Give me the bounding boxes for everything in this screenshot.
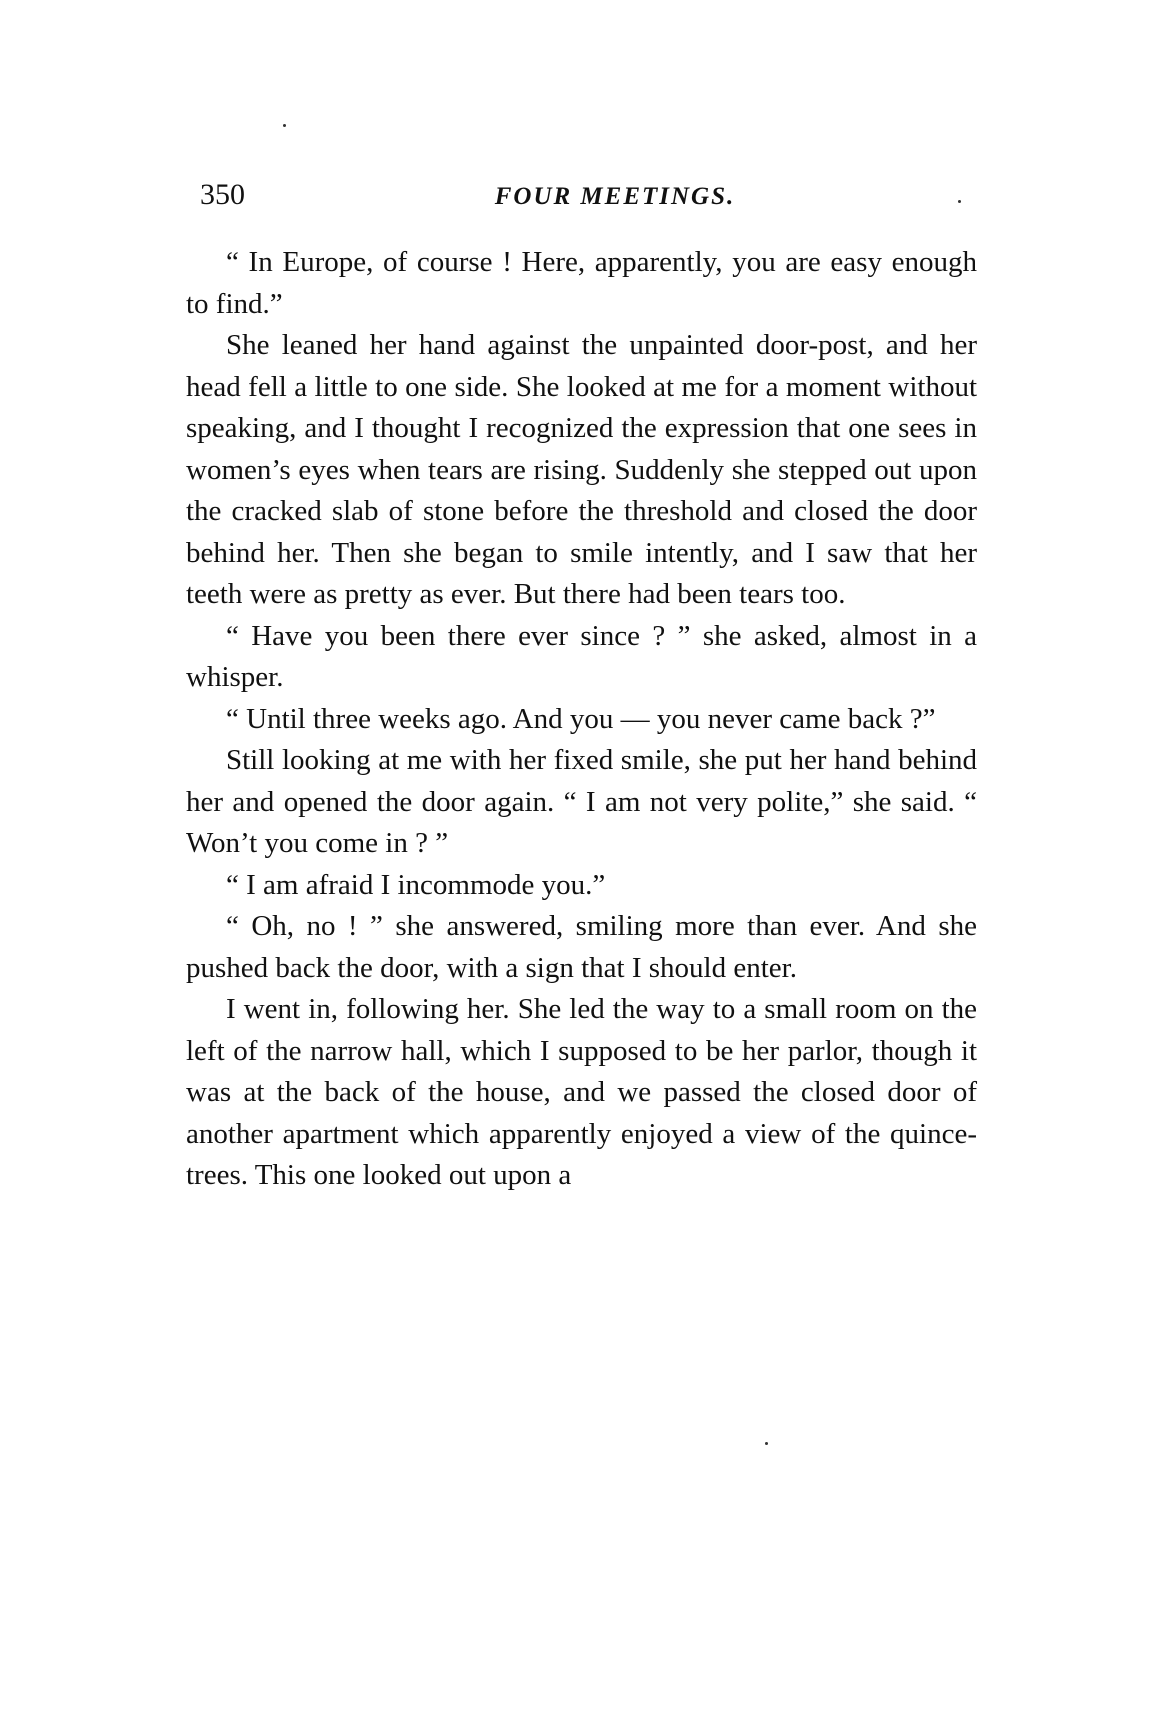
paragraph: “ Have you been there ever since ? ” she asked, almost in a whisper. [186,619,977,693]
paragraph: “ I am afraid I incommode you.” [226,868,606,901]
print-speck-top [283,124,286,127]
paragraph: “ In Europe, of course ! Here, apparently, you are easy enough to find.” [186,246,977,320]
paragraph: I went in, following her. She led the way to a small room on the left of the narrow hall, which I supposed to be her parlor, though it was at the back of the house, and we passed the closed door of another apartment which apparently enjoyed a view of the quince-trees. This one looked out upon a [186,993,977,1191]
paragraph: “ Oh, no ! ” she answered, smiling more than ever. And she pushed back the door, with a sign that I should enter. [186,910,977,984]
paragraph: Still looking at me with her fixed smile, she put her hand behind her and opened the door again. “ I am not very polite,” she said. “ Won’t you come in ? ” [186,744,977,859]
page-number: 350 [200,178,245,211]
body-text [186,242,977,1197]
running-title: FOUR MEETINGS. [494,183,736,210]
print-speck-bottom [765,1442,768,1445]
page-header [200,175,980,215]
paragraph: She leaned her hand against the unpainted door-post, and her head fell a little to one side. She looked at me for a moment without speaking, and I thought I recognized the expression that one sees in women’s eyes when tears are rising. Suddenly she stepped out upon the cracked slab of stone before the threshold and closed the door behind her. Then she began to smile intently, and I saw that her teeth were as pretty as ever. But there had been tears too. [186,329,977,610]
paragraph: “ Until three weeks ago. And you — you never came back ?” [226,702,936,735]
